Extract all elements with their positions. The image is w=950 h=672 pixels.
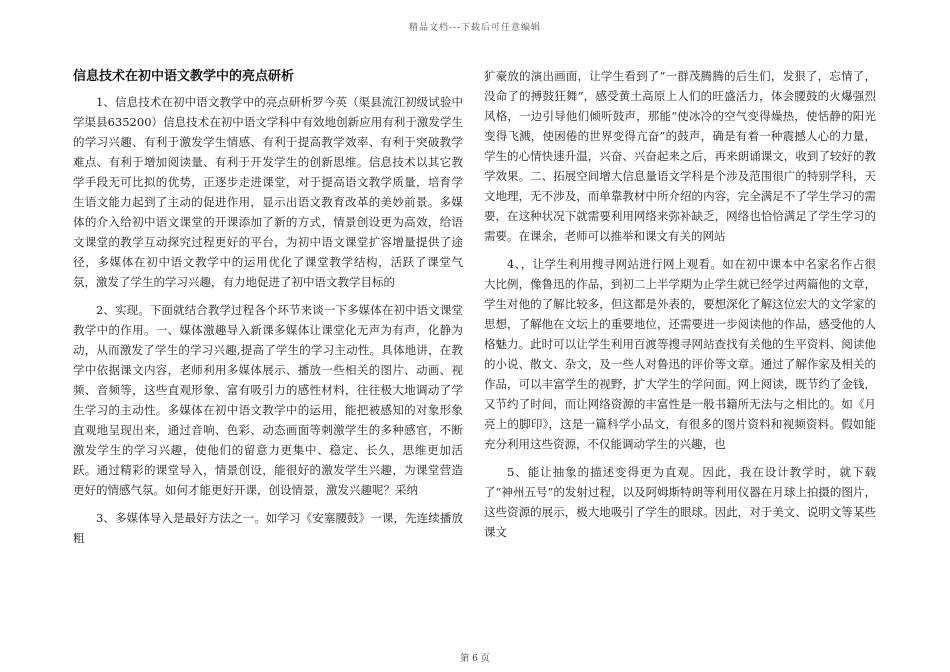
left-paragraph-1: 1、信息技术在初中语文教学中的亮点研析罗今英（渠县流江初级试验中学渠县635200）信息技术在初中语文学科中有效地创新应用有利于激发学生的学习兴趣、有利于激发学生情感、有利于提高教学效率、有利于突破教学难点、有利于增加阅读量、有利于开发学生的创新思维。信息技术以其它教学手段无可比拟的优势，正逐步走进课堂，对于提高语文教学质量，培育学生语文能力起到了主动的促进作用，显示出语文教育改革的美妙前景。多媒体的介入给初中语文课堂的开课添加了新的方式，情景创设更为高效，给语文课堂的教学互动探究过程更好的平台，为初中语文课堂扩容增量提供了途径，多媒体在初中语文教学中的运用优化了课堂教学结构，活跃了课堂气氛，激发了学生的学习兴趣，有力地促进了初中语文教学目标的 (73, 95, 463, 289)
page-footer: 第 6 页 (460, 654, 490, 664)
page-header: 精品文档---下载后可任意编辑 (408, 23, 542, 33)
left-column (73, 68, 463, 556)
left-paragraph-3: 3、多媒体导入是最好方法之一。如学习《安塞腰鼓》一课，先连续播放粗 (73, 511, 463, 545)
left-paragraph-2: 2、实现。下面就结合教学过程各个环节来谈一下多媒体在初中语文课堂教学中的作用。一、媒体激趣导入新课多媒体让课堂化无声为有声，化静为动，从而激发了学生的学习兴趣,提高了学生的学习主动性。具体地讲，在教学中依据课文内容，老师利用多媒体展示、播放一些相关的图片、动画、视频、音频等，这些直观形象、富有吸引力的感性材料，往往极大地调动了学生学习的主动性。多媒体在初中语文教学中的运用，能把被感知的对象形象直观地呈现出来，通过音响、色彩、动态画面等刺激学生的多种感官，不断激发学生的学习兴趣，使他们的留意力更集中、稳定、长久，思维更加活跃。通过精彩的课堂导入，情景创设，能很好的激发学生兴趣，为课堂营造更好的情感气氛。如何才能更好开课，创设情景，激发兴趣呢？采纳 (73, 303, 463, 497)
right-paragraph-2: 4、，让学生利用搜寻网站进行网上观看。如在初中课本中名家名作占很大比例，像鲁迅的作品，到初二上半学期为止学生就已经学过两篇他的文章，学生对他的了解比较多，但这都是外表的，要想深化了解这位宏大的文学家的思想，了解他在文坛上的重要地位，还需要进一步阅读他的作品，感受他的人格魅力。此时可以让学生利用百渡等搜寻网站查找有关他的生平资料、阅读他的小说、散文、杂文，及一些人对鲁迅的评价等文章。通过了解作家及相关的作品，可以丰富学生的视野，扩大学生的学问面。网上阅读，既节约了金钱，又节约了时间，而让网络资源的丰富性是一般书籍所无法与之相比的。如《月亮上的脚印》，这是一篇科学小品文，有很多的图片资料和视频资料。假如能充分利用这些资源，不仅能调动学生的兴趣，也 (484, 257, 876, 451)
document-title: 信息技术在初中语文教学中的亮点研析 (73, 69, 295, 84)
right-paragraph-1: 犷豪放的演出画面，让学生看到了“一群茂腾腾的后生们，发狠了，忘情了，没命了的搏鼓狂舞”，感受黄土高原上人们的旺盛活力，体会腰鼓的火爆强烈风格，一边引导他们倾听鼓声，那能“使冰冷的空气变得燥热，使恬静的阳光变得飞溅，使困倦的世界变得亢奋”的鼓声，确是有着一种震撼人心的力量，学生的心情快速升温，兴奋、兴奋起来之后，再来朗诵课文，收到了较好的教学效果。二、拓展空间增大信息量语文学科是个涉及范围很广的特别学科，天文地理，无不涉及，而单靠教材中所介绍的内容，完全满足不了学生学习的需要，在这种状况下就需要利用网络来弥补缺乏，网络也恰恰满足了学生学习的需要。在课余，老师可以推举和课文有关的网站 (484, 69, 876, 243)
right-paragraph-3: 5、能让抽象的描述变得更为直观。因此，我在设计教学时，就下载了“神州五号”的发射过程，以及阿姆斯特朗等利用仪器在月球上拍摄的图片，这些资源的展示，极大地吸引了学生的眼球。因此，对于美文、说明文等某些课文 (484, 465, 876, 539)
right-column (484, 66, 876, 550)
